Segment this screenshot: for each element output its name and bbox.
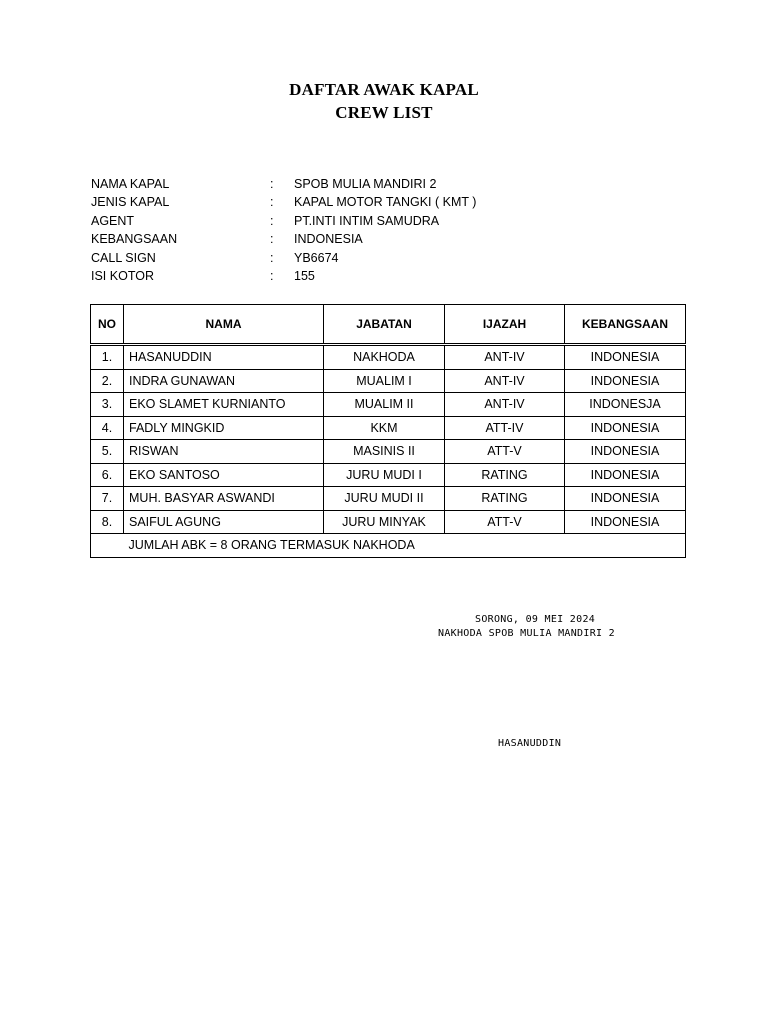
cell-nama: SAIFUL AGUNG — [124, 510, 324, 534]
info-label: CALL SIGN — [91, 250, 156, 265]
info-label: AGENT — [91, 213, 135, 228]
info-label: ISI KOTOR — [91, 268, 154, 283]
cell-ijazah: RATING — [445, 463, 565, 487]
info-value: 155 — [294, 268, 315, 283]
header-kebangsaan: KEBANGSAAN — [565, 305, 686, 345]
info-value: YB6674 — [294, 250, 339, 265]
cell-jabatan: JURU MINYAK — [324, 510, 445, 534]
cell-jabatan: MASINIS II — [324, 440, 445, 464]
table-header-row — [91, 305, 686, 345]
info-colon: : — [270, 213, 274, 228]
cell-ijazah: ANT-IV — [445, 393, 565, 417]
table-row — [91, 463, 686, 487]
cell-jabatan: MUALIM II — [324, 393, 445, 417]
table-row — [91, 393, 686, 417]
header-jabatan: JABATAN — [324, 305, 445, 345]
cell-nama: RISWAN — [124, 440, 324, 464]
cell-no: 7. — [91, 487, 124, 511]
cell-no: 2. — [91, 369, 124, 393]
cell-kebangsaan: INDONESIA — [565, 416, 686, 440]
signature-role: NAKHODA SPOB MULIA MANDIRI 2 — [438, 628, 615, 639]
cell-kebangsaan: INDONESIA — [565, 345, 686, 370]
cell-kebangsaan: INDONESIA — [565, 510, 686, 534]
cell-kebangsaan: INDONESIA — [565, 440, 686, 464]
info-value: SPOB MULIA MANDIRI 2 — [294, 177, 437, 191]
table-row — [91, 369, 686, 393]
crew-total-summary: JUMLAH ABK = 8 ORANG TERMASUK NAKHODA — [124, 534, 686, 558]
document-title: DAFTAR AWAK KAPAL — [289, 80, 479, 99]
cell-kebangsaan: INDONESJA — [565, 393, 686, 417]
signature-name: HASANUDDIN — [498, 738, 562, 749]
crew-table — [90, 304, 686, 558]
cell-jabatan: MUALIM I — [324, 369, 445, 393]
document-subtitle: CREW LIST — [335, 103, 433, 122]
cell-jabatan: NAKHODA — [324, 345, 445, 370]
info-colon: : — [270, 232, 274, 247]
table-summary-row — [91, 534, 686, 558]
cell-nama: EKO SANTOSO — [124, 463, 324, 487]
cell-ijazah: ATT-V — [445, 440, 565, 464]
cell-ijazah: ATT-V — [445, 510, 565, 534]
cell-ijazah: ANT-IV — [445, 369, 565, 393]
header-no: NO — [91, 305, 124, 345]
header-nama: NAMA — [124, 305, 324, 345]
cell-nama: INDRA GUNAWAN — [124, 369, 324, 393]
table-row — [91, 487, 686, 511]
cell-nama: FADLY MINGKID — [124, 416, 324, 440]
cell-no: 6. — [91, 463, 124, 487]
info-value: PT.INTI INTIM SAMUDRA — [294, 213, 440, 228]
table-row — [91, 440, 686, 464]
info-value: KAPAL MOTOR TANGKI ( KMT ) — [294, 195, 477, 210]
table-row — [91, 416, 686, 440]
info-colon: : — [270, 177, 274, 191]
cell-nama: HASANUDDIN — [124, 345, 324, 370]
info-colon: : — [270, 250, 274, 265]
table-row — [91, 510, 686, 534]
cell-no: 3. — [91, 393, 124, 417]
signature-place-date: SORONG, 09 MEI 2024 — [475, 614, 596, 625]
info-value: INDONESIA — [294, 232, 363, 247]
info-colon: : — [270, 195, 274, 210]
cell-no: 5. — [91, 440, 124, 464]
cell-jabatan: JURU MUDI I — [324, 463, 445, 487]
cell-no: 4. — [91, 416, 124, 440]
cell-kebangsaan: INDONESIA — [565, 463, 686, 487]
cell-nama: MUH. BASYAR ASWANDI — [124, 487, 324, 511]
info-label: KEBANGSAAN — [91, 232, 178, 247]
info-colon: : — [270, 268, 274, 283]
info-label: JENIS KAPAL — [91, 195, 170, 210]
cell-jabatan: JURU MUDI II — [324, 487, 445, 511]
cell-nama: EKO SLAMET KURNIANTO — [124, 393, 324, 417]
cell-kebangsaan: INDONESIA — [565, 487, 686, 511]
cell-jabatan: KKM — [324, 416, 445, 440]
cell-ijazah: ANT-IV — [445, 345, 565, 370]
cell-ijazah: ATT-IV — [445, 416, 565, 440]
cell-no: 1. — [91, 345, 124, 370]
table-row — [91, 345, 686, 370]
info-label: NAMA KAPAL — [91, 177, 170, 191]
header-ijazah: IJAZAH — [445, 305, 565, 345]
cell-no: 8. — [91, 510, 124, 534]
summary-spacer — [91, 534, 124, 558]
cell-ijazah: RATING — [445, 487, 565, 511]
cell-kebangsaan: INDONESIA — [565, 369, 686, 393]
